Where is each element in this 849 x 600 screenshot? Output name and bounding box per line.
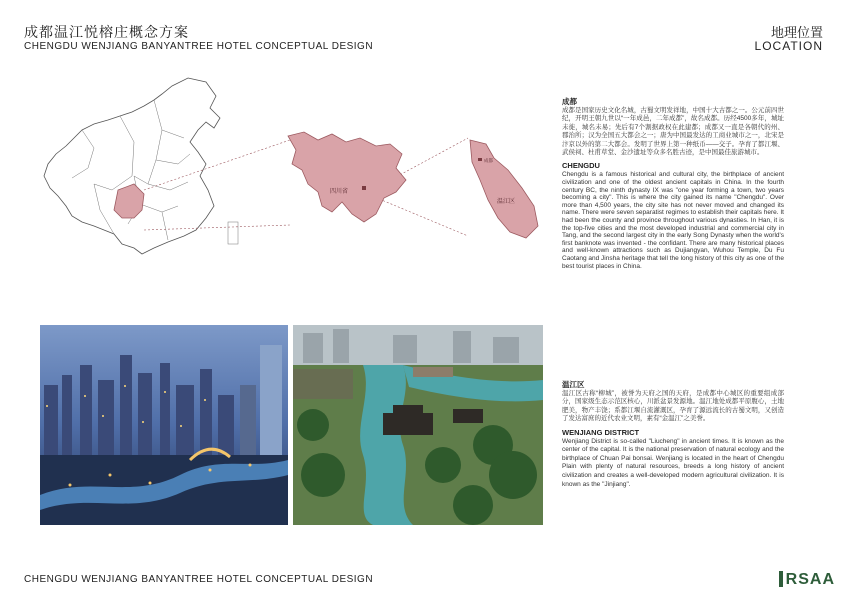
wenjiang-body-en: Wenjiang District is so-called "Liucheng" in ancient times. It is known as the center of the capital. It is the national preservation of natural ecology and the birthplace of Chuan Pai bonsai. Wenjiang is located in the heart of Chengdu Plain with plenty of natural resources, breeds a long history of ancient civilization and creates a well-developed modern agricultural civilization. It is known as the "Jinjiang". [562,437,784,488]
chengdu-body-en: Chengdu is a famous historical and cultural city, the birthplace of ancient civilization and one of the oldest ancient capitals in China. In the fourth century BC, the ninth dynasty IX was "one year forming a town, two years becoming a city". This is where the city gained its name "Chengdu". Over more than 4,500 years, the city site has not never moved and changed its name. There were seven separatist regimes to establish their capitals here. It had been the county and province throughout various dynasties. In Han, it is the top-five cities and the most developed industrial and commercial city in Tang, and the second largest city in the early Song Dynasty when the world's first banknote was invented - the confidant. There are many historical places and well-known attractions such as Dujiangyan, Wuhou Temple, Du Fu Caotang and Jinsha heritage that tell the long history of this city as one of the best tourist places in China. [562,171,784,270]
section-title-en: LOCATION [754,39,823,53]
chengdu-heading-en: CHENGDU [562,161,600,171]
sichuan-label: 四川省 [330,189,349,195]
city-skyline-photo [40,325,288,525]
wenjiang-body-cn: 温江区古称“柳城”，被誉为天府之国的天府，是成都中心城区的重要组成部分，国家级生态示范区核心，川派盆景发源地。温江地处成都平原腹心，土地肥美，物产丰饶；系都江堰自流灌溉区，孕育了源远流长的古蜀文明，又创造了发达富庶的近代农业文明，素有“金温江”之美誉。 [562,390,784,423]
page-title-cn: 成都温江悦榕庄概念方案 [24,24,189,40]
district-marker [478,158,482,161]
city-label: 成都 [484,158,493,163]
wenjiang-heading-cn: 温江区 [562,380,585,389]
chengdu-heading-cn: 成都 [562,97,577,106]
chengdu-body-cn: 成都是国家历史文化名城，古蜀文明发祥地，中国十大古都之一。公元前四世纪，开明王朝九世以“一年成邑，二年成都”，故名成都。历经4500多年，城址未徙，城名未易；先后有7个割据政权在此建都；成都又一直是各朝代的州、郡治所；汉为全国五大都会之一；唐为中国最发达的工商业城市之一，北宋是汴京以外的第二大都会。发明了世界上第一种纸币——交子。孕育了都江堰、武侯祠、杜甫草堂、金沙遗址等众多名胜古迹，是中国最佳旅游城市。 [562,107,784,157]
wenjiang-heading-en: WENJIANG DISTRICT [562,427,640,437]
sichuan-map [284,128,414,228]
wenjiang-map [464,134,544,244]
section-title-cn: 地理位置 [770,25,823,40]
chengdu-marker [362,186,366,190]
rsaa-logo: RSAA [779,571,835,589]
chengdu-section [562,97,784,270]
river-aerial-photo [293,325,543,525]
district-label: 温江区 [497,199,516,205]
footer-text: CHENGDU WENJIANG BANYANTREE HOTEL CONCEPTUAL DESIGN [24,574,374,585]
wenjiang-section [562,380,784,489]
page-title-en: CHENGDU WENJIANG BANYANTREE HOTEL CONCEPTUAL DESIGN [24,41,374,52]
